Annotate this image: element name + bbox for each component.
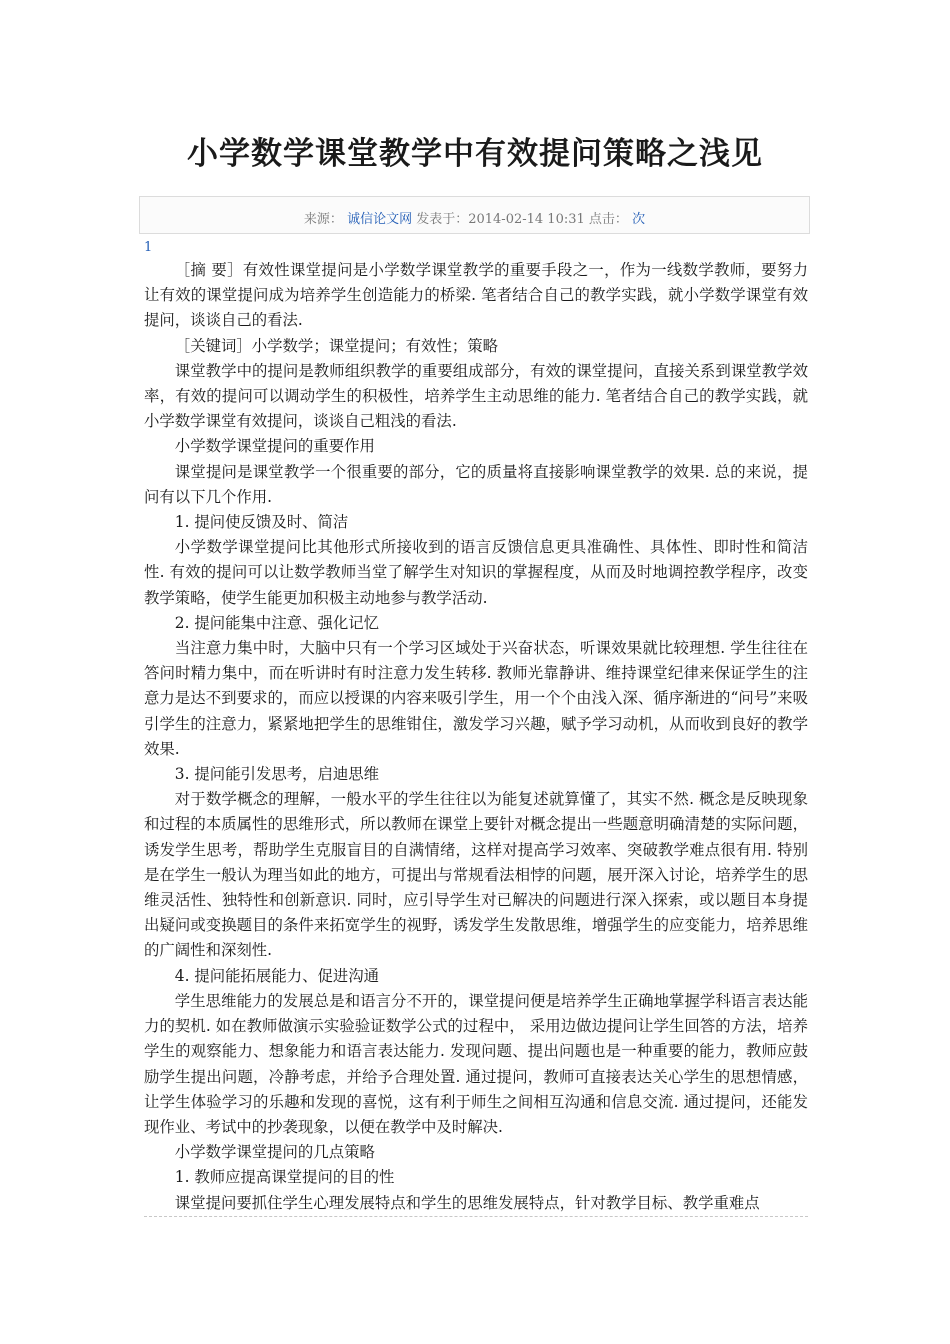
- body-paragraph: 小学数学课堂提问比其他形式所接收到的语言反馈信息更具准确性、具体性、即时性和简洁性. 有效的提问可以让数学教师当堂了解学生对知识的掌握程度，从而及时地调控教学程序，改变教学策略，使学生能更加积极主动地参与教学活动.: [144, 538, 808, 607]
- body-paragraph: 对于数学概念的理解，一般水平的学生往往以为能复述就算懂了，其实不然. 概念是反映现象和过程的本质属性的思维形式，所以教师在课堂上要针对概念提出一些题意明确清楚的实际问题，诱发学生思考，帮助学生克服盲目的自满情绪，这样对提高学习效率、突破教学难点很有用. 特别是在学生一般认为理当如此的地方，可提出与常规看法相悖的问题，展开深入讨论，培养学生的思维灵活性、独特性和创新意识. 同时，应引导学生对已解决的问题进行深入探索，或以题目本身提出疑问或变换题目的条件来拓宽学生的视野，诱发学生发散思维，增强学生的应变能力，培养思维的广阔性和深刻性.: [144, 790, 808, 960]
- subsection-heading: 4. 提问能拓展能力、促进沟通: [174, 966, 380, 985]
- body-paragraph: 课堂提问要抓住学生心理发展特点和学生的思维发展特点，针对教学目标、教学重难点: [174, 1193, 760, 1212]
- subsection-heading: 1. 提问使反馈及时、简洁: [174, 513, 349, 532]
- page-break-divider: [144, 1216, 808, 1217]
- keywords-paragraph: ［关键词］小学数学；课堂提问；有效性；策略: [174, 336, 499, 355]
- source-link[interactable]: 诚信论文网: [347, 212, 413, 227]
- section-heading: 小学数学课堂提问的重要作用: [174, 437, 375, 456]
- section-heading: 小学数学课堂提问的几点策略: [174, 1143, 375, 1162]
- body-paragraph: 课堂提问是课堂教学一个很重要的部分，它的质量将直接影响课堂教学的效果. 总的来说，提问有以下几个作用.: [144, 462, 808, 506]
- subsection-heading: 3. 提问能引发思考，启迪思维: [174, 765, 380, 784]
- subsection-heading: 1. 教师应提高课堂提问的目的性: [174, 1168, 395, 1187]
- body-paragraph: 当注意力集中时，大脑中只有一个学习区域处于兴奋状态，听课效果就比较理想. 学生往往在答问时精力集中，而在听讲时有时注意力发生转移. 教师光靠静讲、维持课堂纪律来保证学生的注意力是达不到要求的，而应以授课的内容来吸引学生，用一个个由浅入深、循序渐进的“问号”来吸引学生的注意力，紧紧地把学生的思维钳住，激发学习兴趣，赋予学习动机，从而收到良好的教学效果.: [144, 639, 808, 758]
- abstract-paragraph: ［摘 要］有效性课堂提问是小学数学课堂教学的重要手段之一，作为一线数学教师，要努力让有效的课堂提问成为培养学生创造能力的桥梁. 笔者结合自己的教学实践，就小学数学课堂有效提问，谈谈自己的看法.: [144, 261, 808, 330]
- clicks-label: 点击：: [588, 212, 628, 227]
- clicks-unit: 次: [632, 212, 646, 227]
- article-title: 小学数学课堂教学中有效提问策略之浅见: [187, 136, 763, 172]
- clicks-count: 1: [144, 240, 153, 255]
- body-paragraph: 课堂教学中的提问是教师组织教学的重要组成部分，有效的课堂提问，直接关系到课堂教学效率，有效的提问可以调动学生的积极性，培养学生主动思维的能力. 笔者结合自己的教学实践，就小学数学课堂有效提问，谈谈自己粗浅的看法.: [144, 361, 808, 431]
- published-date: 发表于：2014-02-14 10:31: [416, 212, 585, 227]
- article-body: [144, 258, 808, 1216]
- article-meta-bar: [139, 196, 810, 234]
- subsection-heading: 2. 提问能集中注意、强化记忆: [174, 613, 380, 632]
- body-paragraph: 学生思维能力的发展总是和语言分不开的，课堂提问便是培养学生正确地掌握学科语言表达能力的契机. 如在教师做演示实验验证数学公式的过程中， 采用边做边提问让学生回答的方法，培养学生的观察能力、想象能力和语言表达能力. 发现问题、提出问题也是一种重要的能力，教师应鼓励学生提出问题，冷静考虑，并给予合理处置. 通过提问，教师可直接表达关心学生的思想情感，让学生体验学习的乐趣和发现的喜悦，这有利于师生之间相互沟通和信息交流. 通过提问，还能发现作业、考试中的抄袭现象，以便在教学中及时解决.: [144, 991, 808, 1136]
- source-label: 来源：: [303, 212, 343, 227]
